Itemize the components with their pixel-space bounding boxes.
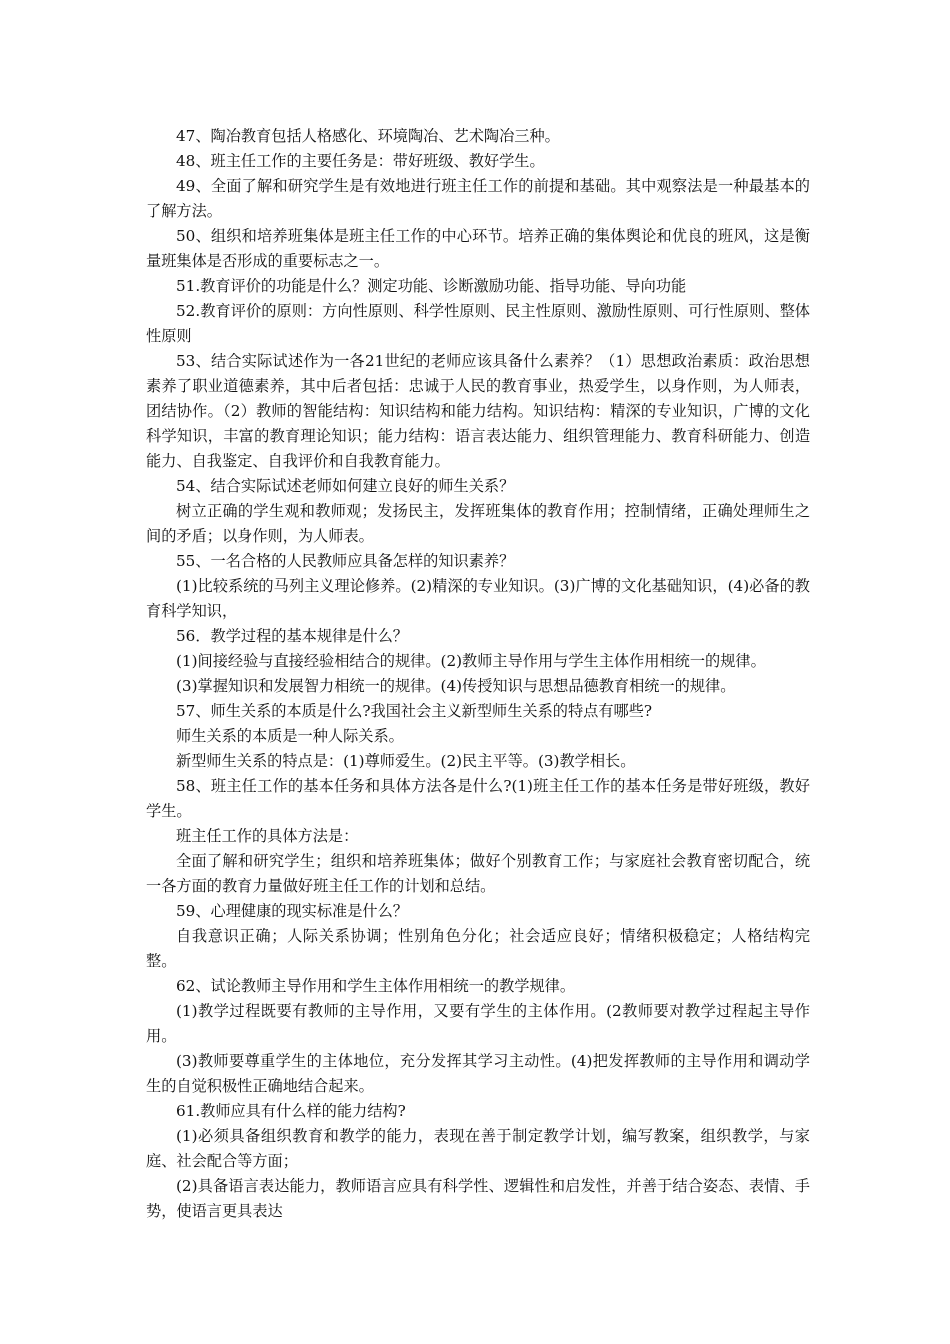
paragraph-61-question: 61.教师应具有什么样的能力结构? (176, 1102, 406, 1120)
paragraph-51: 51.教育评价的功能是什么？测定功能、诊断激励功能、指导功能、导向功能 (176, 277, 687, 295)
paragraph-57-answer-1: 师生关系的本质是一种人际关系。 (176, 727, 404, 745)
paragraph-50: 50、组织和培养班集体是班主任工作的中心环节。培养正确的集体舆论和优良的班风，这是衡量班集体是否形成的重要标志之一。 (146, 227, 810, 270)
paragraph-47: 47、陶冶教育包括人格感化、环境陶冶、艺术陶冶三种。 (176, 127, 560, 145)
paragraph-54-answer: 树立正确的学生观和教师观；发扬民主，发挥班集体的教育作用；控制情绪，正确处理师生之间的矛盾；以身作则，为人师表。 (146, 502, 810, 545)
paragraph-61-answer-1: (1)必须具备组织教育和教学的能力，表现在善于制定教学计划，编写教案，组织教学，与家庭、社会配合等方面； (146, 1127, 810, 1170)
paragraph-57-question: 57、师生关系的本质是什么?我国社会主义新型师生关系的特点有哪些? (176, 702, 653, 720)
paragraph-61-answer-2: (2)具备语言表达能力，教师语言应具有科学性、逻辑性和启发性，并善于结合姿态、表情、手势，使语言更具表达 (146, 1177, 810, 1220)
paragraph-49: 49、全面了解和研究学生是有效地进行班主任工作的前提和基础。其中观察法是一种最基本的了解方法。 (146, 177, 810, 220)
paragraph-62-question: 62、试论教师主导作用和学生主体作用相统一的教学规律。 (176, 977, 576, 995)
paragraph-58-question: 58、班主任工作的基本任务和具体方法各是什么?(1)班主任工作的基本任务是带好班级，教好学生。 (146, 777, 810, 820)
paragraph-57-answer-2: 新型师生关系的特点是：(1)尊师爱生。(2)民主平等。(3)教学相长。 (176, 752, 636, 770)
paragraph-53: 53、结合实际试述作为一各21世纪的老师应该具备什么素养？（1）思想政治素质：政治思想素养了职业道德素养，其中后者包括：忠诚于人民的教育事业，热爱学生，以身作则，为人师表，团结协作。（2）教师的智能结构：知识结构和能力结构。知识结构：精深的专业知识，广博的文化科学知识，丰富的教育理论知识；能力结构：语言表达能力、组织管理能力、教育科研能力、创造能力、自我鉴定、自我评价和自我教育能力。 (146, 352, 810, 470)
paragraph-54-question: 54、结合实际试述老师如何建立良好的师生关系？ (176, 477, 515, 495)
paragraph-62-answer-2: (3)教师要尊重学生的主体地位，充分发挥其学习主动性。(4)把发挥教师的主导作用和调动学生的自觉积极性正确地结合起来。 (146, 1052, 810, 1095)
paragraph-48: 48、班主任工作的主要任务是：带好班级、教好学生。 (176, 152, 545, 170)
paragraph-55-answer: (1)比较系统的马列主义理论修养。(2)精深的专业知识。(3)广博的文化基础知识，(4)必备的教育科学知识， (146, 577, 810, 620)
document-body (146, 124, 810, 1224)
paragraph-58-methods-heading: 班主任工作的具体方法是： (176, 827, 359, 845)
paragraph-56-question: 56．教学过程的基本规律是什么？ (176, 627, 408, 645)
paragraph-55-question: 55、一名合格的人民教师应具备怎样的知识素养？ (176, 552, 515, 570)
paragraph-62-answer-1: (1)教学过程既要有教师的主导作用，又要有学生的主体作用。(2教师要对教学过程起主导作用。 (146, 1002, 810, 1045)
paragraph-52: 52.教育评价的原则：方向性原则、科学性原则、民主性原则、激励性原则、可行性原则、整体性原则 (146, 302, 810, 345)
paragraph-56-answer-2: (3)掌握知识和发展智力相统一的规律。(4)传授知识与思想品德教育相统一的规律。 (176, 677, 736, 695)
paragraph-56-answer-1: (1)间接经验与直接经验相结合的规律。(2)教师主导作用与学生主体作用相统一的规律。 (176, 652, 766, 670)
paragraph-58-methods: 全面了解和研究学生；组织和培养班集体；做好个别教育工作；与家庭社会教育密切配合，统一各方面的教育力量做好班主任工作的计划和总结。 (146, 852, 810, 895)
paragraph-59-question: 59、心理健康的现实标准是什么？ (176, 902, 408, 920)
paragraph-59-answer: 自我意识正确；人际关系协调；性别角色分化；社会适应良好；情绪积极稳定；人格结构完整。 (146, 927, 810, 970)
